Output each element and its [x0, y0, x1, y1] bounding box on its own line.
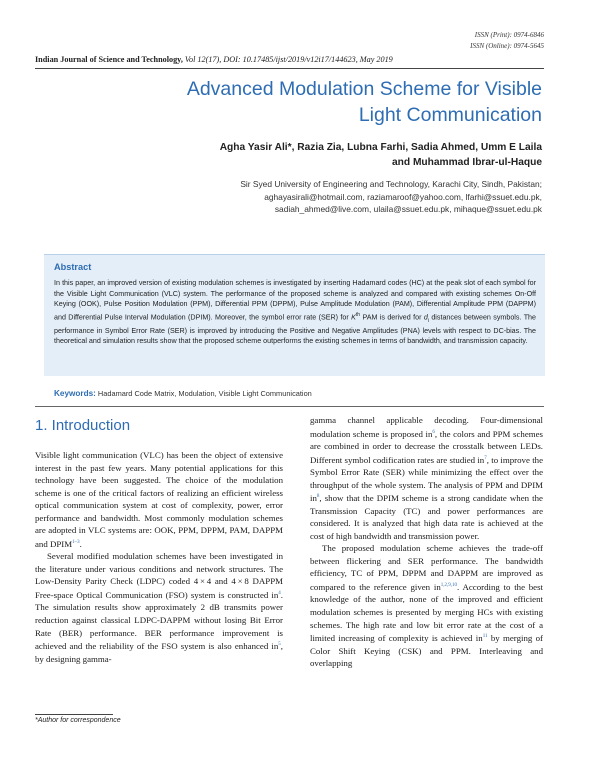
- affiliation-emails-2: sadiah_ahmed@live.com, ulaila@ssuet.edu.pk, mihaque@ssuet.edu.pk: [274, 204, 542, 214]
- intro-paragraph-1: [35, 449, 283, 550]
- issn-print: ISSN (Print): 0974-6846: [474, 31, 544, 39]
- affiliation-line-1: Sir Syed University of Engineering and Technology, Karachi City, Sindh, Pakistan;: [240, 179, 542, 189]
- abstract-k: K: [351, 312, 356, 321]
- citation-ref[interactable]: 4: [278, 590, 281, 596]
- intro-paragraph-4: [310, 542, 543, 669]
- left-column: [35, 416, 283, 665]
- citation-ref[interactable]: 6: [432, 429, 435, 435]
- intro-p4-text-a: The proposed modulation scheme achieves the trade-off between flickering and SER performance. The bandwidth efficiency, TC of PPM, DPPM and DAPPM are improved as compared to the reference given in: [310, 543, 543, 592]
- abstract-d-sub: i: [427, 317, 429, 324]
- intro-p2-text-a: Several modified modulation schemes have been investigated in the literature under various conditions and network structures. The Low-Density Parity Check (LDPC) coded 4 × 4 and 4 × 8 DAPPM Free-space Optical Communication (FSO) system is constructed in: [35, 551, 283, 600]
- authors-line-2: and Muhammad Ibrar-ul-Haque: [392, 157, 542, 168]
- abstract-part-3: distances between symbols. The performance in Symbol Error Rate (SER) is improved by introducing the Positive and Negative Amplitudes (PNA) levels with respect to DC-bias. The theoretical and simulation results show that the proposed scheme outperforms the existing schemes in terms of bandwidth, and transmission capacity.: [54, 312, 536, 346]
- issn-block: [470, 30, 544, 52]
- intro-p2-text-b: . The simulation results show approximately 2 dB transmits power reduction against classical LDPC-DAPPM without losing Bit Error Rate (BER) performance. BER performance improvement is achieved and the reliability of the FSO system is also enhanced in: [35, 589, 283, 652]
- citation-ref[interactable]: 5: [278, 642, 281, 648]
- right-column: [310, 414, 543, 670]
- citation-ref[interactable]: 1,2,9,10: [440, 582, 457, 588]
- abstract-part-2: PAM is derived for: [360, 312, 424, 321]
- intro-paragraph-2: [35, 550, 283, 665]
- header-rule: [35, 68, 544, 69]
- intro-p3-text-d: , show that the DPIM scheme is a strong candidate when the Transmission Capacity (TC) and power performances are considered. It is analyzed that high data rate is achieved at the cost of high bandwidth and transmission power.: [310, 493, 543, 541]
- abstract-d: d: [423, 312, 428, 321]
- footnote-rule: [35, 714, 113, 715]
- issn-online: ISSN (Online): 0974-5645: [470, 42, 544, 50]
- intro-paragraph-3: [310, 414, 543, 542]
- abstract-box: [44, 254, 545, 376]
- abstract-part-1: In this paper, an improved version of existing modulation schemes is investigated by inserting Hadamard codes (HC) at the peak slot of each symbol for the Visible Light Communication (VLC) system. The performance of the proposed scheme is analyzed and compared with existing schemes On-Off Keying (OOK), Pulse Position Modulation (PPM), Differential PPM (DPPM), Pulse Amplitude Modulation (PAM), Differential Amplitude PPM (DAPPM) and Differential Pulse Interval Modulation (DPIM). Moreover, the symbol error rate (SER) for: [54, 279, 536, 321]
- journal-name: Indian Journal of Science and Technology,: [35, 55, 183, 64]
- citation-ref[interactable]: 11: [482, 634, 488, 640]
- abstract-text: [54, 278, 536, 347]
- intro-p1-text: Visible light communication (VLC) has been the object of extensive interest in the past few years. Many potential applications for this technology have been suggested. The choice of the modulation scheme is one of the critical factors of realizing an efficient wireless optical communication system at cost of complexity, power, error performance and bandwidth. Most commonly modulation schemes are adopted in VLC systems are: OOK, PPM, DPPM, PAM, DAPPM and DPIM: [35, 450, 283, 549]
- journal-citation: [35, 55, 544, 67]
- intro-p1-end: .: [79, 538, 82, 549]
- intro-p3-text-c: , to improve the Symbol Error Rate (SER) while minimizing the effect over the throughput of the whole system. The analysis of PPM and DPIM in: [310, 454, 543, 504]
- title-line-1: Advanced Modulation Scheme for Visible: [186, 78, 542, 100]
- keywords-text: Hadamard Code Matrix, Modulation, Visible Light Communication: [95, 389, 312, 398]
- keywords: [54, 389, 545, 398]
- footnote: *Author for correspondence: [35, 717, 121, 724]
- citation-ref[interactable]: 8: [316, 494, 320, 500]
- title-line-2: Light Communication: [358, 104, 542, 126]
- citation-ref[interactable]: 7: [484, 455, 487, 461]
- section-heading-introduction: 1. Introduction: [35, 417, 131, 434]
- authors-line-1: Agha Yasir Ali*, Razia Zia, Lubna Farhi, Sadia Ahmed, Umm E Laila: [219, 142, 542, 153]
- section-rule: [35, 406, 544, 407]
- abstract-heading: Abstract: [54, 262, 92, 272]
- affiliation: [122, 178, 542, 216]
- intro-p3-text-a: gamma channel applicable decoding. Four-dimensional modulation scheme is proposed in: [310, 415, 543, 439]
- author-list: [122, 140, 542, 170]
- keywords-label: Keywords:: [54, 389, 96, 398]
- paper-title: [112, 76, 542, 128]
- intro-p4-text-b: . According to the best knowledge of the author, none of the improved and efficient modulation schemes is presented by merging HCs with existing schemes. The high rate and low bit error rate at the cost of a limited increasing of complexity is achieved in: [310, 581, 544, 643]
- journal-info: Vol 12(17), DOI: 10.17485/ijst/2019/v12i17/144623, May 2019: [182, 55, 393, 64]
- intro-p3-text-b: , the colors and PPM schemes are combined in order to decrease the crosstalk between LEDs. Different symbol codification rates are studied in: [310, 428, 543, 465]
- intro-p4-text-c: by merging of Color Shift Keying (CSK) and PPM. Interleaving and overlapping: [310, 632, 543, 669]
- citation-ref[interactable]: 1–3: [72, 539, 80, 545]
- affiliation-emails-1: aghayasirali@hotmail.com, raziamaroof@yahoo.com, lfarhi@ssuet.edu.pk,: [264, 191, 542, 202]
- intro-p2-text-c: , by designing gamma-: [35, 641, 283, 664]
- abstract-th: th: [355, 311, 361, 318]
